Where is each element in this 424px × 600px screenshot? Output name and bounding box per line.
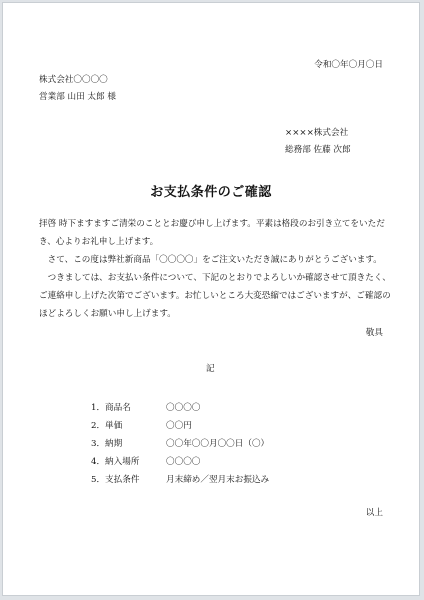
recipient-company: 株式会社〇〇〇〇 (39, 75, 108, 85)
body-line: き、心よりお礼申し上げます。 (39, 237, 159, 247)
item-label: 5．支払条件 (91, 475, 140, 485)
body-line: さて、この度は弊社新商品「〇〇〇〇」をご注文いただき誠にありがとうございます。 (39, 255, 382, 265)
body-line: つきましては、お支払い条件について、下記のとおりでよろしいか確認させて頂きたく、 (39, 273, 391, 283)
closing-text: 敬具 (365, 328, 383, 338)
item-value: 〇〇年〇〇月〇〇日（〇） (166, 439, 270, 449)
body-line: ご連絡申し上げた次第でございます。お忙しいところ大変恐縮ではございますが、ご確認の (39, 291, 391, 301)
body-line: ほどよろしくお願い申し上げます。 (39, 309, 176, 319)
item-value: 〇〇〇〇 (166, 457, 201, 467)
end-text: 以上 (365, 508, 383, 518)
item-value: 〇〇円 (166, 421, 192, 431)
body-paragraph (39, 215, 389, 323)
recipient-person: 営業部 山田 太郎 様 (39, 92, 116, 102)
sender-company: ××××株式会社 (285, 128, 349, 138)
date-text: 令和〇年〇月〇日 (314, 60, 383, 70)
sender-person: 総務部 佐藤 次郎 (285, 145, 351, 155)
item-value: 月末締め／翌月末お振込み (166, 475, 270, 485)
document-title: お支払条件のご確認 (150, 185, 272, 200)
body-line: 拝啓 時下ますますご清栄のこととお慶び申し上げます。平素は格段のお引き立てをいただ (39, 219, 385, 229)
item-value: 〇〇〇〇 (166, 403, 201, 413)
item-label: 4．納入場所 (91, 457, 140, 467)
item-label: 3．納期 (91, 439, 123, 449)
ki-heading: 記 (206, 364, 215, 374)
item-label: 1．商品名 (91, 403, 131, 413)
letter-page (2, 2, 420, 596)
item-label: 2．単価 (91, 421, 123, 431)
